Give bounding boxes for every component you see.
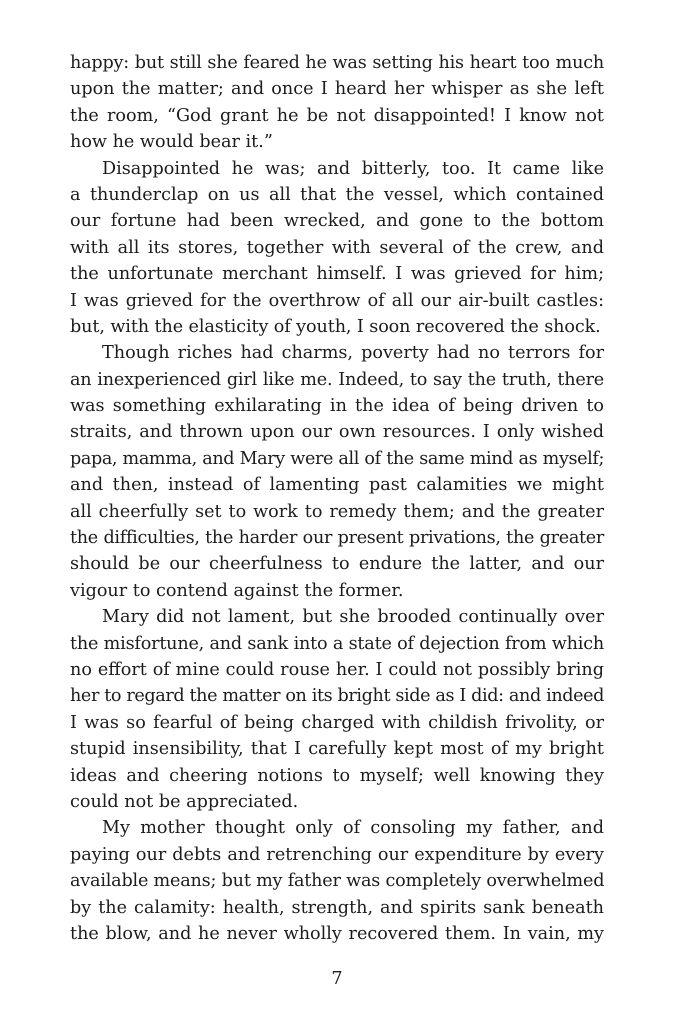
text-line: papa, mamma, and Mary were all of the same mind as myself; [70,448,604,469]
paragraph [70,156,604,341]
text-line: upon the matter; and once I heard her whisper as she left [70,79,604,100]
paragraph [70,50,604,156]
body-text [70,50,604,947]
text-line: Mary did not lament, but she brooded continually over [102,607,604,628]
text-line: but, with the elasticity of youth, I soon recovered the shock. [70,316,601,337]
text-line: the misfortune, and sank into a state of dejection from which [70,633,604,654]
text-line: ideas and cheering notions to myself; well knowing they [70,765,604,786]
text-line: was something exhilarating in the idea of being driven to [70,396,604,417]
text-line: her to regard the matter on its bright side as I did: and indeed [70,686,604,707]
text-line: the room, “God grant he be not disappointed! I know not [70,105,604,126]
text-line: and then, instead of lamenting past calamities we might [70,475,604,496]
text-line: available means; but my father was completely overwhelmed [70,871,605,892]
paragraph [70,604,604,815]
text-line: our fortune had been wrecked, and gone to the bottom [70,211,604,232]
text-line: stupid insensibility, that I carefully kept most of my bright [70,739,604,760]
text-line: My mother thought only of consoling my father, and [102,818,604,839]
text-line: I was so fearful of being charged with childish frivolity, or [70,712,604,733]
text-line: should be our cheerfulness to endure the latter, and our [70,554,604,575]
text-line: the blow, and he never wholly recovered them. In vain, my [70,923,604,944]
text-line: no effort of mine could rouse her. I could not possibly bring [70,659,604,680]
text-line: I was grieved for the overthrow of all our air-built castles: [70,290,604,311]
text-line: an inexperienced girl like me. Indeed, to say the truth, there [70,369,604,390]
text-line: could not be appreciated. [70,791,299,812]
text-line: Though riches had charms, poverty had no terrors for [102,343,604,364]
text-line: the unfortunate merchant himself. I was grieved for him; [70,264,604,285]
page-number: 7 [331,969,343,989]
text-line: a thunderclap on us all that the vessel, which contained [70,184,604,205]
paragraph [70,815,604,947]
text-line: happy: but still she feared he was setting his heart too much [70,53,604,73]
text-line: paying our debts and retrenching our expenditure by every [70,844,604,865]
text-line: how he would bear it.” [70,132,273,153]
text-line: straits, and thrown upon our own resources. I only wished [70,422,604,443]
text-line: Disappointed he was; and bitterly, too. It came like [102,158,604,179]
text-line: all cheerfully set to work to remedy them; and the greater [70,501,604,522]
text-line: vigour to contend against the former. [70,580,404,601]
paragraph [70,340,604,604]
text-line: the difficulties, the harder our present privations, the greater [70,528,604,549]
text-line: by the calamity: health, strength, and spirits sank beneath [70,897,604,918]
text-line: with all its stores, together with several of the crew, and [70,237,604,258]
